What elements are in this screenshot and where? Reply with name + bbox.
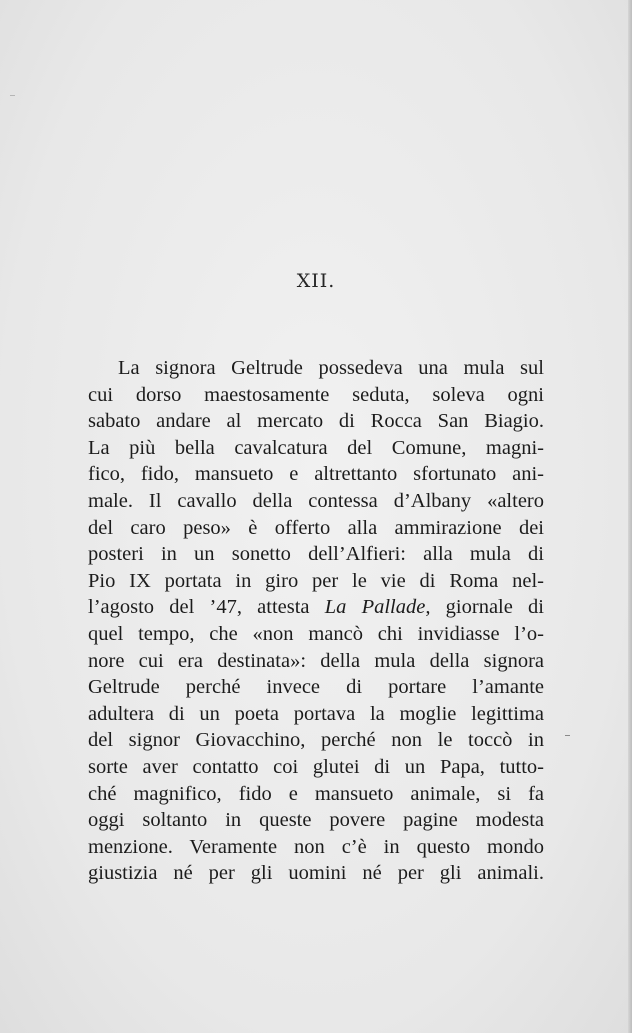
text-line: nore cui era destinata»: della mula della signora xyxy=(88,649,544,672)
page-edge xyxy=(628,0,632,1033)
text-line: La più bella cavalcatura del Comune, magni- xyxy=(88,436,544,459)
journal-title: La Pallade, xyxy=(324,596,431,619)
text-line: sabato andare al mercato di Rocca San Biagio. xyxy=(88,410,544,433)
text-line: quel tempo, che «non mancò chi invidiasse l’o- xyxy=(88,622,544,645)
text-line: Geltrude perché invece di portare l’amante xyxy=(88,676,544,699)
text-line: posteri in un sonetto dell’Alfieri: alla mula di xyxy=(88,543,544,566)
text-line-mixed xyxy=(88,594,544,621)
text-line: sorte aver contatto coi glutei di un Papa, tutto- xyxy=(88,755,544,778)
paper-mark xyxy=(565,735,570,736)
text-line: menzione. Veramente non c’è in questo mondo xyxy=(88,835,544,858)
text-line: La signora Geltrude possedeva una mula sul xyxy=(118,357,544,379)
text-line: cui dorso maestosamente seduta, soleva ogni xyxy=(88,383,544,406)
text-line: adultera di un poeta portava la moglie legittima xyxy=(88,702,544,725)
text-line: Pio IX portata in giro per le vie di Roma nel- xyxy=(88,569,544,592)
text-line: giustizia né per gli uomini né per gli animali. xyxy=(88,862,544,885)
text-line: fico, fido, mansueto e altrettanto sfortunato ani- xyxy=(88,463,544,486)
text-line: del caro peso» è offerto alla ammirazione dei xyxy=(88,516,544,539)
text-segment: l’agosto del ’47, attesta xyxy=(88,596,310,619)
paper-mark xyxy=(10,95,15,96)
text-line: ché magnifico, fido e mansueto animale, si fa xyxy=(88,782,544,805)
chapter-text xyxy=(88,355,544,887)
text-line: male. Il cavallo della contessa d’Albany «altero xyxy=(88,489,544,512)
text-segment: giornale di xyxy=(445,596,544,619)
text-line: del signor Giovacchino, perché non le toccò in xyxy=(88,729,544,752)
chapter-heading: XII. xyxy=(296,270,336,292)
text-line: oggi soltanto in queste povere pagine modesta xyxy=(88,809,544,832)
